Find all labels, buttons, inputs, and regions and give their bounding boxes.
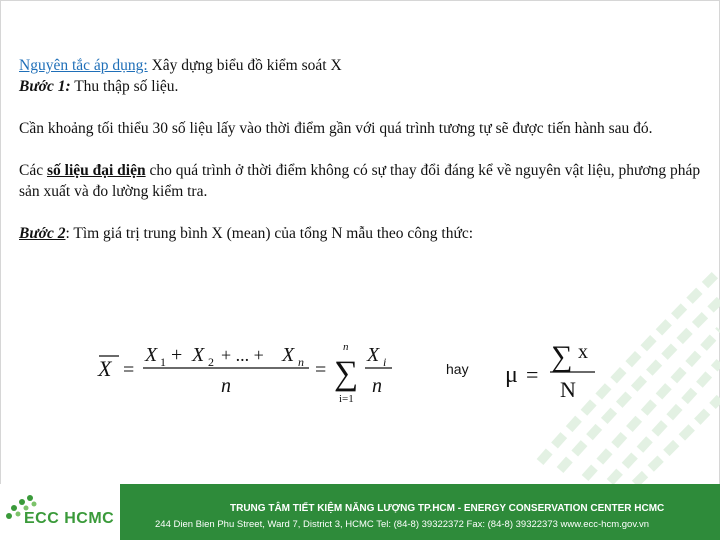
- x1-symbol: X: [145, 344, 158, 366]
- ellipsis-terms: + ... +: [221, 345, 264, 365]
- step2-line: [19, 223, 707, 244]
- or-label: hay: [446, 361, 469, 377]
- logo-text: ECC HCMC: [24, 510, 115, 527]
- step1-text: Thu thập số liệu.: [70, 78, 179, 95]
- para2-bold: số liệu đại diện: [46, 162, 146, 179]
- para2-end: cho quá trình ở thời điểm không có sự thay đổi đáng kể về nguyên vật liệu, phương pháp sản xuất và đo lường kiểm tra.: [19, 162, 701, 200]
- step2-text: : Tìm giá trị trung bình X (mean) của tổng N mẫu theo công thức:: [65, 225, 474, 242]
- plus-sign: +: [171, 344, 183, 366]
- step1-label: Bước 1:: [19, 78, 71, 95]
- para2-start: Các: [19, 162, 47, 179]
- equals-sign-2: =: [315, 359, 327, 381]
- footer-bar: [0, 484, 720, 540]
- equals-sign-1: =: [123, 359, 135, 381]
- sigma-symbol-1: ∑: [334, 355, 359, 392]
- n-denominator-2: n: [372, 375, 382, 397]
- xi-subscript: i: [383, 355, 387, 369]
- sum-lower-limit: i=1: [339, 393, 354, 405]
- principle-label: Nguyên tắc áp dụng:: [19, 57, 148, 74]
- xbar-symbol: X: [98, 356, 112, 381]
- N-denominator: N: [560, 377, 576, 402]
- mean-formula: [95, 336, 615, 406]
- paragraph-sample-count: Cần khoảng tối thiểu 30 số liệu lấy vào thời điểm gần với quá trình tương tự sẽ được tiến hành sau đó.: [19, 120, 653, 137]
- footer-address: 244 Dien Bien Phu Street, Ward 7, District 3, HCMC Tel: (84-8) 39322372 Fax: (84-8) 39322373 www.ecc-hcm.gov.vn: [155, 519, 650, 530]
- step1-line: [19, 76, 707, 97]
- x1-subscript: 1: [160, 355, 166, 369]
- principle-text: Xây dựng biểu đồ kiểm soát X: [147, 57, 342, 74]
- equals-sign-3: =: [526, 362, 539, 387]
- logo: [0, 484, 120, 540]
- xn-subscript: n: [298, 355, 304, 369]
- x2-subscript: 2: [208, 355, 214, 369]
- footer-title: TRUNG TÂM TIẾT KIỆM NĂNG LƯỢNG TP.HCM - ENERGY CONSERVATION CENTER HCMC: [230, 503, 665, 514]
- sum-upper-limit: n: [343, 341, 349, 353]
- mu-symbol: μ: [505, 362, 518, 388]
- n-denominator-1: n: [221, 375, 231, 397]
- step2-label: Bước 2: [19, 225, 66, 242]
- principle-line: [19, 55, 707, 76]
- paragraph-representative: [19, 160, 707, 202]
- x2-symbol: X: [192, 344, 205, 366]
- x-symbol: x: [578, 341, 588, 363]
- xn-symbol: X: [282, 344, 295, 366]
- sigma-symbol-2: ∑: [551, 340, 573, 373]
- text-content: [19, 55, 707, 244]
- xi-symbol: X: [367, 344, 380, 366]
